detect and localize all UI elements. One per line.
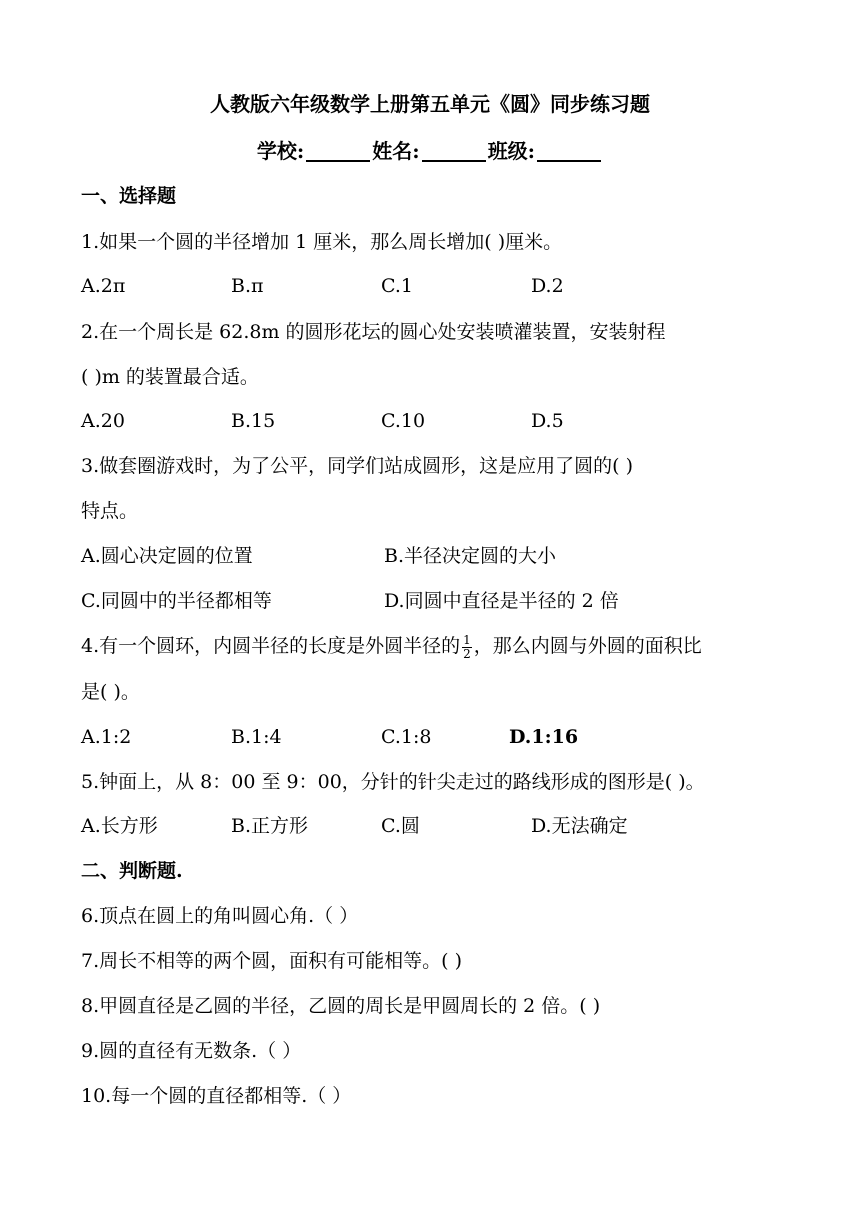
q3-option-c[interactable]: C.同圆中的半径都相等 [81, 590, 272, 612]
q4-text-after-fraction: ，那么内圆与外圆的面积比 [473, 635, 702, 657]
question-5: 5.钟面上，从 8：00 至 9：00，分针的针尖走过的路线形成的图形是( )。 [81, 771, 705, 793]
q4-option-d[interactable]: D.1:16 [509, 726, 579, 748]
q5-option-d[interactable]: D.无法确定 [531, 815, 628, 837]
q1-option-b[interactable]: B.π [231, 275, 264, 297]
school-blank[interactable] [306, 140, 370, 162]
q3-option-b[interactable]: B.半径决定圆的大小 [384, 545, 557, 567]
question-4-line-2: 是( )。 [81, 681, 140, 703]
question-9: 9.圆的直径有无数条.（ ） [81, 1040, 302, 1062]
q4-text-before-fraction: 4.有一个圆环，内圆半径的长度是外圆半径的 [81, 635, 461, 657]
question-2-line-2: ( )m 的装置最合适。 [81, 366, 259, 388]
school-label: 学校: [256, 139, 305, 163]
question-2-line-1: 2.在一个周长是 62.8m 的圆形花坛的圆心处安装喷灌装置，安装射程 [81, 321, 666, 343]
fraction-denominator: 2 [463, 646, 471, 661]
q1-option-a[interactable]: A.2π [81, 275, 126, 297]
q4-option-b[interactable]: B.1:4 [231, 726, 282, 748]
question-8: 8.甲圆直径是乙圆的半径，乙圆的周长是甲圆周长的 2 倍。( ) [81, 995, 601, 1017]
question-10: 10.每一个圆的直径都相等.（ ） [81, 1085, 352, 1107]
worksheet-title: 人教版六年级数学上册第五单元《圆》同步练习题 [210, 92, 650, 116]
q5-option-a[interactable]: A.长方形 [81, 815, 158, 837]
student-info-line [0, 137, 860, 165]
name-blank[interactable] [422, 140, 486, 162]
q1-option-d[interactable]: D.2 [531, 275, 564, 297]
q2-option-d[interactable]: D.5 [531, 410, 564, 432]
q3-option-a[interactable]: A.圆心决定圆的位置 [81, 545, 253, 567]
class-blank[interactable] [537, 140, 601, 162]
q3-option-d[interactable]: D.同圆中直径是半径的 2 倍 [384, 590, 619, 612]
q4-option-a[interactable]: A.1:2 [81, 726, 132, 748]
q5-option-c[interactable]: C.圆 [381, 815, 420, 837]
q2-option-b[interactable]: B.15 [231, 410, 276, 432]
q2-option-c[interactable]: C.10 [381, 410, 426, 432]
question-1: 1.如果一个圆的半径增加 1 厘米，那么周长增加( )厘米。 [81, 231, 563, 253]
q1-option-c[interactable]: C.1 [381, 275, 413, 297]
section-heading-choice: 一、选择题 [81, 185, 177, 207]
fraction-numerator: 1 [463, 632, 471, 647]
q2-option-a[interactable]: A.20 [81, 410, 125, 432]
class-label: 班级: [487, 139, 536, 163]
one-half-fraction [462, 634, 472, 661]
section-heading-true-false: 二、判断题. [81, 860, 183, 882]
question-4-line-1 [81, 633, 702, 661]
question-6: 6.顶点在圆上的角叫圆心角.（ ） [81, 905, 359, 927]
question-3-line-1: 3.做套圈游戏时，为了公平，同学们站成圆形，这是应用了圆的( ) [81, 455, 633, 477]
question-3-line-2: 特点。 [81, 500, 139, 522]
q4-option-c[interactable]: C.1:8 [381, 726, 432, 748]
question-7: 7.周长不相等的两个圆，面积有可能相等。( ) [81, 950, 462, 972]
q5-option-b[interactable]: B.正方形 [231, 815, 309, 837]
name-label: 姓名: [372, 139, 420, 163]
